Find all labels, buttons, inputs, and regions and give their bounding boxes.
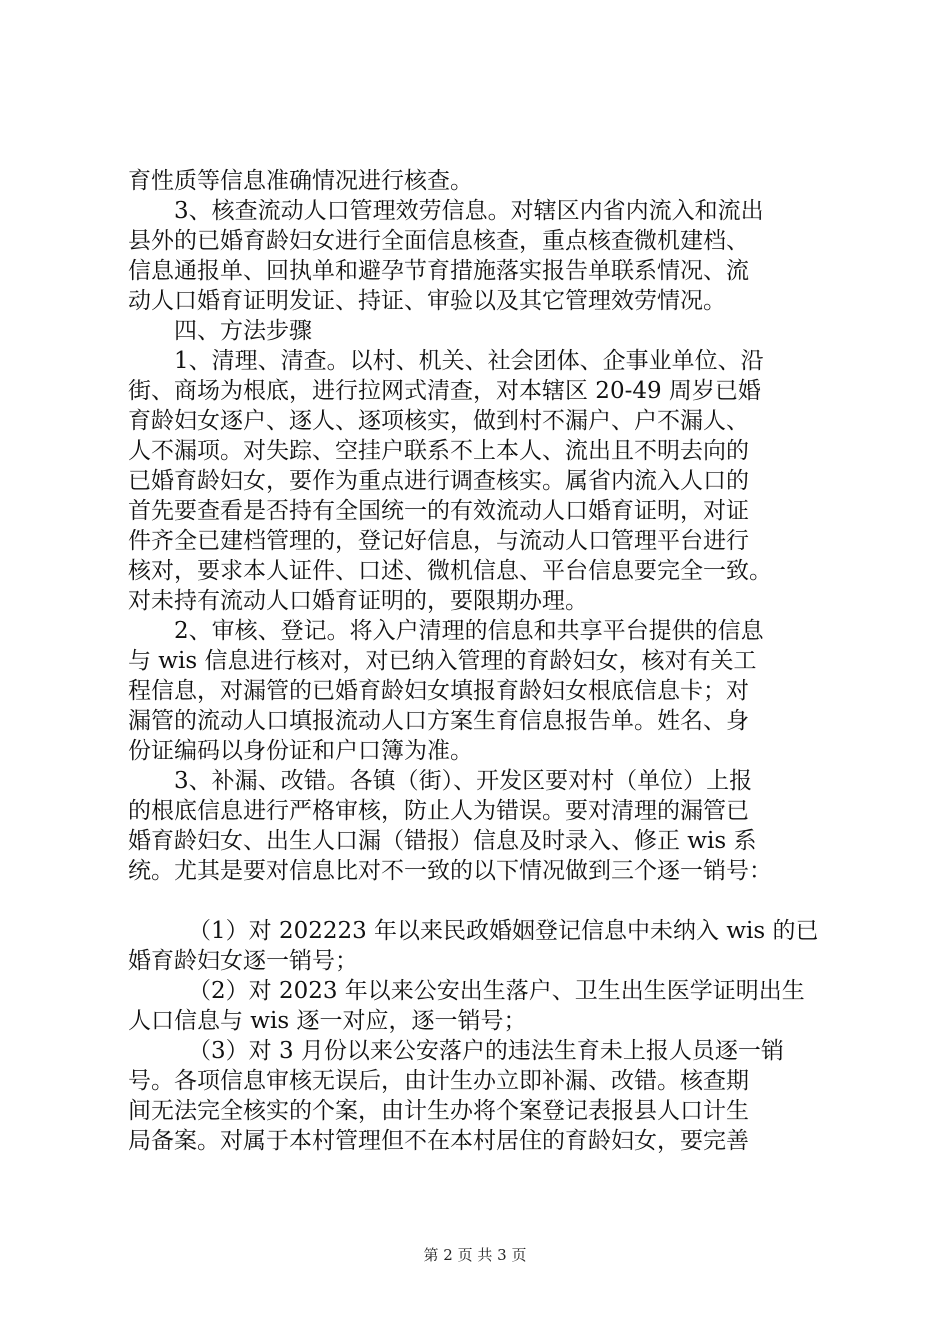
text-line: 与 wis 信息进行核对，对已纳入管理的育龄妇女，核对有关工 bbox=[128, 648, 757, 674]
text-line: 对未持有流动人口婚育证明的，要限期办理。 bbox=[128, 588, 588, 614]
text-line: 动人口婚育证明发证、持证、审验以及其它管理效劳情况。 bbox=[128, 288, 726, 314]
text-line: 县外的已婚育龄妇女进行全面信息核查，重点核查微机建档、 bbox=[128, 228, 749, 254]
text-line: 婚育龄妇女逐一销号； bbox=[128, 948, 358, 974]
document-body bbox=[128, 166, 840, 1156]
section-heading: 四、方法步骤 bbox=[174, 318, 312, 344]
text-line: 婚育龄妇女、出生人口漏（错报）信息及时录入、修正 wis 系 bbox=[128, 828, 757, 854]
text-line: 信息通报单、回执单和避孕节育措施落实报告单联系情况、流 bbox=[128, 258, 749, 284]
text-line: 人不漏项。对失踪、空挂户联系不上本人、流出且不明去向的 bbox=[128, 438, 749, 464]
text-line: （2）对 2023 年以来公安出生落户、卫生出生医学证明出生 bbox=[188, 978, 805, 1004]
text-line: 核对，要求本人证件、口述、微机信息、平台信息要完全一致。 bbox=[128, 558, 772, 584]
text-line: 局备案。对属于本村管理但不在本村居住的育龄妇女，要完善 bbox=[128, 1128, 749, 1154]
page-number-footer: 第 2 页 共 3 页 bbox=[423, 1246, 527, 1264]
text-line: 2、审核、登记。将入户清理的信息和共享平台提供的信息 bbox=[174, 618, 764, 644]
text-line: 3、核查流动人口管理效劳信息。对辖区内省内流入和流出 bbox=[174, 198, 764, 224]
text-line: 统。尤其是要对信息比对不一致的以下情况做到三个逐一销号： bbox=[128, 858, 772, 884]
text-line: 的根底信息进行严格审核，防止人为错误。要对清理的漏管已 bbox=[128, 798, 749, 824]
text-line: 育龄妇女逐户、逐人、逐项核实，做到村不漏户、户不漏人、 bbox=[128, 408, 749, 434]
text-line: 份证编码以身份证和户口簿为准。 bbox=[128, 738, 473, 764]
text-line: 人口信息与 wis 逐一对应，逐一销号； bbox=[128, 1008, 527, 1034]
text-line: 首先要查看是否持有全国统一的有效流动人口婚育证明，对证 bbox=[128, 498, 749, 524]
text-line: 已婚育龄妇女，要作为重点进行调查核实。属省内流入人口的 bbox=[128, 468, 749, 494]
text-line: 1、清理、清查。以村、机关、社会团体、企事业单位、沿 bbox=[174, 348, 764, 374]
text-line: 间无法完全核实的个案，由计生办将个案登记表报县人口计生 bbox=[128, 1098, 749, 1124]
text-line: 程信息，对漏管的已婚育龄妇女填报育龄妇女根底信息卡；对 bbox=[128, 678, 749, 704]
text-line: 号。各项信息审核无误后，由计生办立即补漏、改错。核查期 bbox=[128, 1068, 749, 1094]
text-line: （1）对 202223 年以来民政婚姻登记信息中未纳入 wis 的已 bbox=[188, 918, 819, 944]
paragraph-gap bbox=[128, 886, 840, 916]
text-line: 街、商场为根底，进行拉网式清查，对本辖区 20-49 周岁已婚 bbox=[128, 378, 761, 404]
text-line: （3）对 3 月份以来公安落户的违法生育未上报人员逐一销 bbox=[188, 1038, 784, 1064]
text-line: 3、补漏、改错。各镇（街）、开发区要对村（单位）上报 bbox=[174, 768, 753, 794]
text-line: 漏管的流动人口填报流动人口方案生育信息报告单。姓名、身 bbox=[128, 708, 749, 734]
text-line: 育性质等信息准确情况进行核查。 bbox=[128, 168, 473, 194]
text-line: 件齐全已建档管理的，登记好信息，与流动人口管理平台进行 bbox=[128, 528, 749, 554]
